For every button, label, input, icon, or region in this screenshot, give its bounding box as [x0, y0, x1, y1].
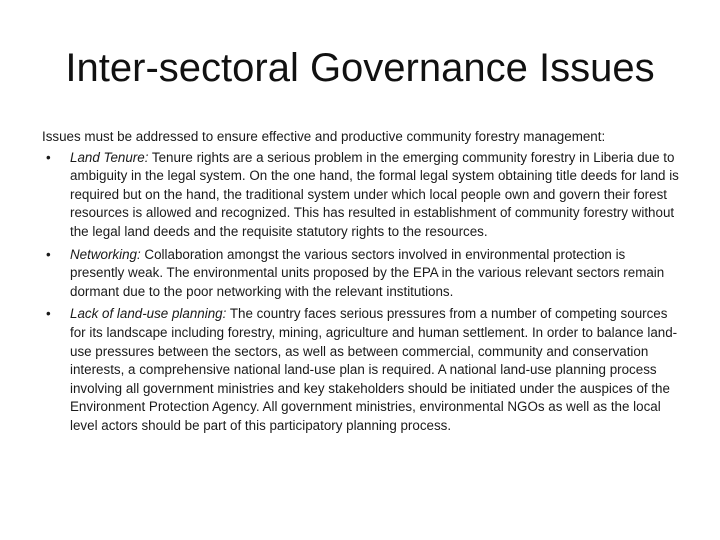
bullet-text: Tenure rights are a serious problem in the emerging community forestry in Liberia due to ambiguity in the legal system. On the one hand, the formal legal system obtaining title deeds for land is required but on the hand, the traditional system under which local people own and govern their forest resources is allowed and recognized. This has resulted in establishment of community forestry without the legal land deeds and the requisite statutory rights to the resources.	[70, 149, 679, 239]
slide-title: Inter-sectoral Governance Issues	[65, 46, 655, 90]
bullet-term: Land Tenure:	[70, 149, 149, 165]
slide-body	[42, 128, 682, 440]
bullet-networking	[42, 246, 682, 302]
bullet-list	[42, 149, 682, 436]
intro-text: Issues must be addressed to ensure effective and productive community forestry management:	[42, 129, 606, 144]
bullet-term: Lack of land-use planning:	[70, 306, 227, 322]
bullet-text: The country faces serious pressures from a number of competing sources for its landscape including forestry, mining, agriculture and human settlement. In order to balance land-use pressures between the sectors, as well as between commercial, community and conservation interests, a comprehensive national land-use plan is required. A national land-use planning process involving all government ministries and key stakeholders should be initiated under the auspices of the Environment Protection Agency. All government ministries, environmental NGOs as well as the local level actors should be part of this participatory planning process.	[70, 306, 678, 433]
bullet-term: Networking:	[70, 246, 141, 262]
bullet-dot-icon: •	[46, 149, 51, 165]
bullet-dot-icon: •	[46, 246, 51, 262]
bullet-dot-icon: •	[46, 306, 51, 322]
bullet-land-use-planning	[42, 305, 682, 435]
bullet-text: Collaboration amongst the various sectors involved in environmental protection is presently weak. The environmental units proposed by the EPA in the various relevant sectors remain dormant due to the poor networking with the relevant institutions.	[70, 246, 665, 299]
bullet-land-tenure	[42, 149, 682, 242]
